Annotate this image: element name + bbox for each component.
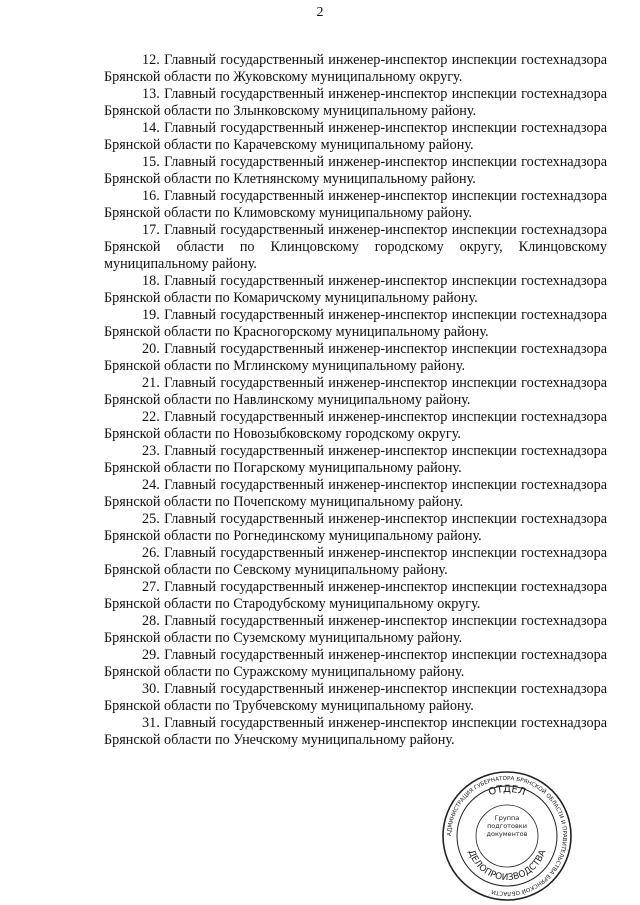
list-item	[104, 52, 607, 86]
list-item	[104, 154, 607, 188]
list-item	[104, 341, 607, 375]
item-text: Главный государственный инженер-инспектор инспекции гостехнадзора Брянской области по Почепскому муниципальному району.	[104, 477, 607, 510]
item-number: 15.	[142, 154, 160, 170]
item-number: 21.	[142, 375, 160, 391]
item-number: 25.	[142, 511, 160, 527]
item-text: Главный государственный инженер-инспектор инспекции гостехнадзора Брянской области по Красногорскому муниципальному району.	[104, 307, 607, 340]
item-number: 17.	[142, 222, 160, 238]
item-number: 16.	[142, 188, 160, 204]
official-stamp	[441, 770, 573, 902]
item-number: 26.	[142, 545, 160, 561]
list-item	[104, 273, 607, 307]
item-text: Главный государственный инженер-инспектор инспекции гостехнадзора Брянской области по Злынковскому муниципальному району.	[104, 86, 607, 119]
item-text: Главный государственный инженер-инспектор инспекции гостехнадзора Брянской области по Комаричскому муниципальному району.	[104, 273, 607, 306]
item-number: 28.	[142, 613, 160, 629]
list-item	[104, 307, 607, 341]
item-number: 29.	[142, 647, 160, 663]
item-number: 23.	[142, 443, 160, 459]
item-number: 20.	[142, 341, 160, 357]
list-item	[104, 443, 607, 477]
item-text: Главный государственный инженер-инспектор инспекции гостехнадзора Брянской области по Суражскому муниципальному району.	[104, 647, 607, 680]
stamp-outer-text: АДМИНИСТРАЦИЯ ГУБЕРНАТОРА БРЯНСКОЙ ОБЛАСТИ И ПРАВИТЕЛЬСТВА БРЯНСКОЙ ОБЛАСТИ	[446, 775, 568, 897]
stamp-bottom-text: ДЕЛОПРОИЗВОДСТВА	[465, 848, 549, 884]
page-number: 2	[316, 5, 324, 20]
list-item	[104, 86, 607, 120]
list-item	[104, 579, 607, 613]
list-item	[104, 681, 607, 715]
item-text: Главный государственный инженер-инспектор инспекции гостехнадзора Брянской области по Унечскому муниципальному району.	[104, 715, 607, 748]
item-text: Главный государственный инженер-инспектор инспекции гостехнадзора Брянской области по Мглинскому муниципальному району.	[104, 341, 607, 374]
item-number: 12.	[142, 52, 160, 68]
item-number: 30.	[142, 681, 160, 697]
item-number: 31.	[142, 715, 160, 731]
item-text: Главный государственный инженер-инспектор инспекции гостехнадзора Брянской области по Рогнединскому муниципальному району.	[104, 511, 607, 544]
item-number: 22.	[142, 409, 160, 425]
item-text: Главный государственный инженер-инспектор инспекции гостехнадзора Брянской области по Стародубскому муниципальному округу.	[104, 579, 607, 612]
stamp-center	[477, 814, 537, 838]
list-item	[104, 511, 607, 545]
stamp-top-text: ОТДЕЛ	[487, 783, 527, 799]
item-text: Главный государственный инженер-инспектор инспекции гостехнадзора Брянской области по Климовскому муниципальному району.	[104, 188, 607, 221]
item-number: 24.	[142, 477, 160, 493]
list-item	[104, 409, 607, 443]
list-item	[104, 375, 607, 409]
item-number: 18.	[142, 273, 160, 289]
item-text: Главный государственный инженер-инспектор инспекции гостехнадзора Брянской области по Новозыбковскому городскому округу.	[104, 409, 607, 442]
list-item	[104, 188, 607, 222]
item-text: Главный государственный инженер-инспектор инспекции гостехнадзора Брянской области по Клинцовскому городскому округу, Клинцовскому муниципальному району.	[104, 222, 607, 272]
list-item	[104, 545, 607, 579]
item-text: Главный государственный инженер-инспектор инспекции гостехнадзора Брянской области по Навлинскому муниципальному району.	[104, 375, 607, 408]
stamp-center-line: Группа	[494, 814, 520, 822]
item-number: 13.	[142, 86, 160, 102]
items-list	[104, 52, 607, 749]
item-text: Главный государственный инженер-инспектор инспекции гостехнадзора Брянской области по Жуковскому муниципальному округу.	[104, 52, 607, 85]
item-text: Главный государственный инженер-инспектор инспекции гостехнадзора Брянской области по Севскому муниципальному району.	[104, 545, 607, 578]
stamp-center-line: документов	[486, 830, 528, 838]
item-text: Главный государственный инженер-инспектор инспекции гостехнадзора Брянской области по Трубчевскому муниципальному району.	[104, 681, 607, 714]
list-item	[104, 647, 607, 681]
item-text: Главный государственный инженер-инспектор инспекции гостехнадзора Брянской области по Клетнянскому муниципальному району.	[104, 154, 607, 187]
list-item	[104, 222, 607, 273]
list-item	[104, 715, 607, 749]
item-text: Главный государственный инженер-инспектор инспекции гостехнадзора Брянской области по Погарскому муниципальному району.	[104, 443, 607, 476]
item-text: Главный государственный инженер-инспектор инспекции гостехнадзора Брянской области по Суземскому муниципальному району.	[104, 613, 607, 646]
list-item	[104, 120, 607, 154]
item-number: 19.	[142, 307, 160, 323]
item-number: 27.	[142, 579, 160, 595]
item-number: 14.	[142, 120, 160, 136]
list-item	[104, 613, 607, 647]
item-text: Главный государственный инженер-инспектор инспекции гостехнадзора Брянской области по Карачевскому муниципальному району.	[104, 120, 607, 153]
stamp-center-line: подготовки	[487, 822, 527, 830]
list-item	[104, 477, 607, 511]
